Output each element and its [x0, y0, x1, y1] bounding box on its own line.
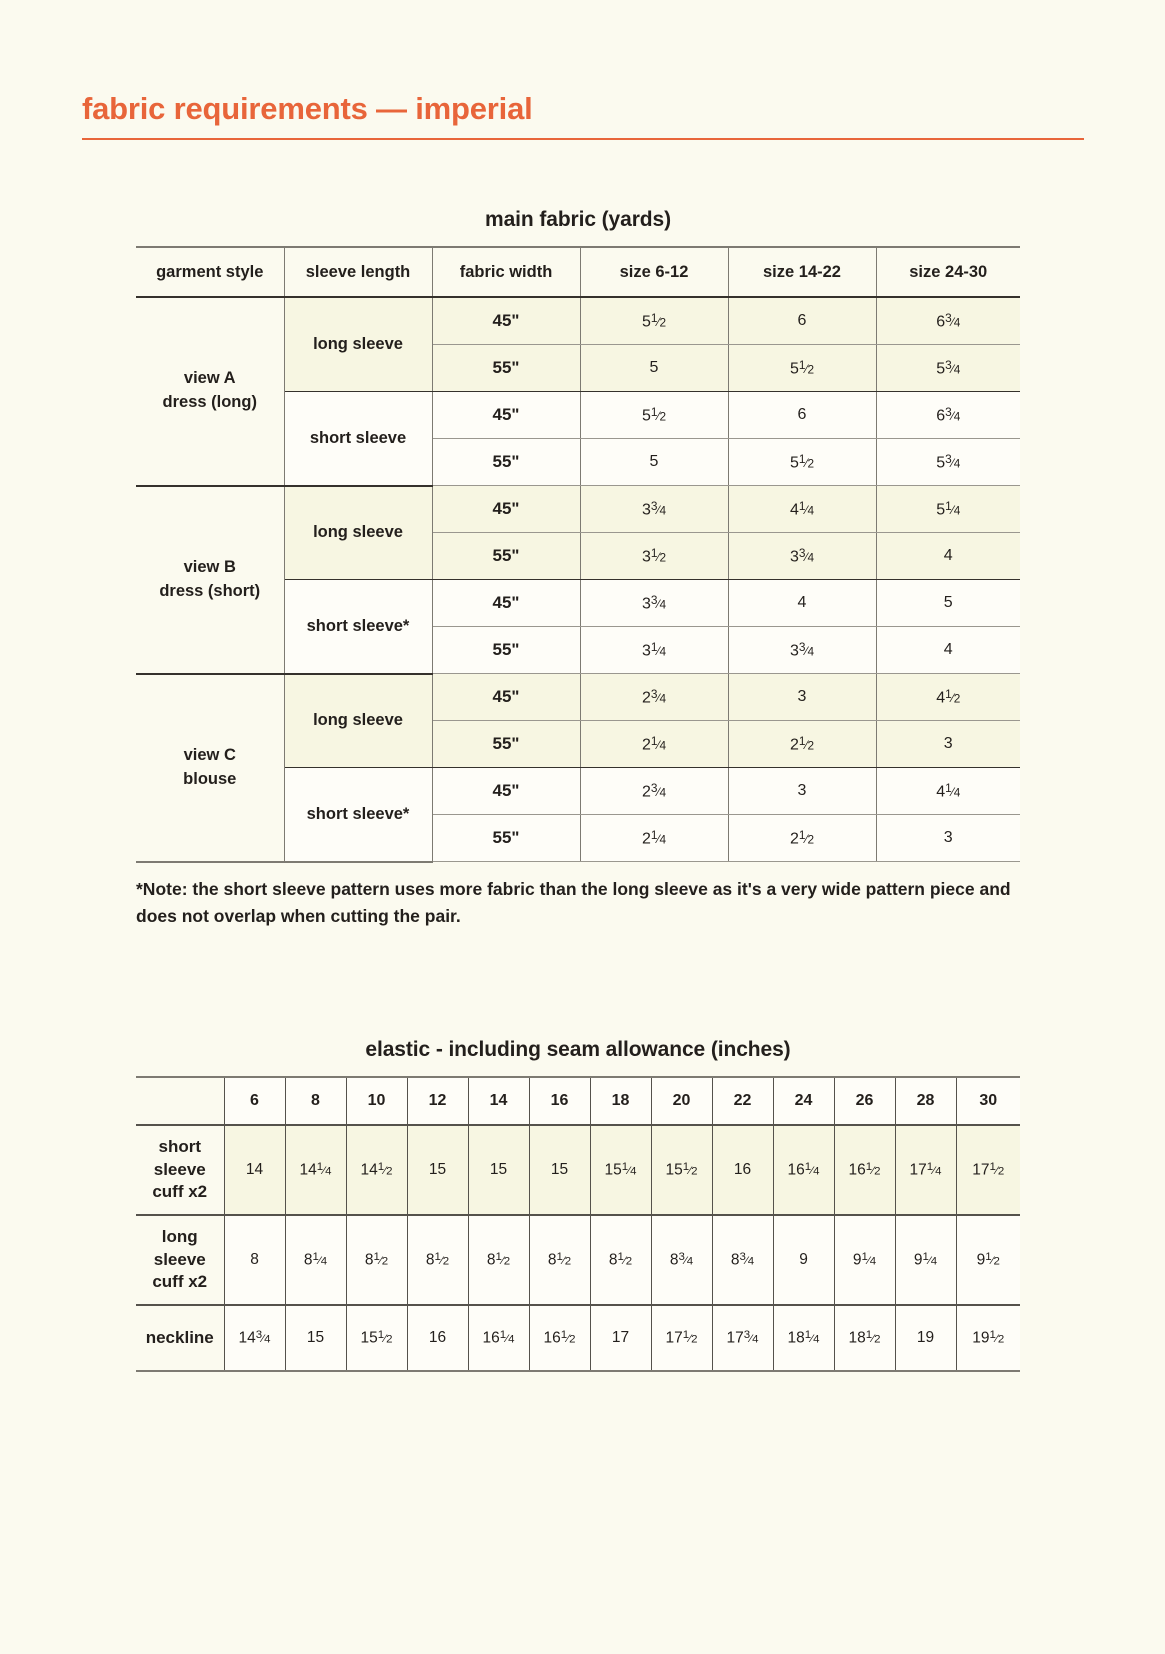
elastic-value-cell-size-8: $8^1⁄_4$ — [285, 1215, 346, 1305]
garment-style-cell — [136, 486, 284, 674]
sleeve-length-cell: long sleeve — [284, 297, 432, 392]
fabric-width-cell: 45" — [432, 580, 580, 627]
elastic-value-cell-size-16: 15 — [529, 1125, 590, 1215]
elastic-size-header-20: 20 — [651, 1077, 712, 1125]
yardage-cell-size-14-22: $3^3⁄_4$ — [728, 533, 876, 580]
main-fabric-caption: main fabric (yards) — [485, 208, 671, 231]
elastic-value-cell-size-6: 14 — [224, 1125, 285, 1215]
yardage-cell-size-14-22: 3 — [728, 674, 876, 721]
yardage-cell-size-14-22: $3^3⁄_4$ — [728, 627, 876, 674]
elastic-value-cell-size-6: $14^3⁄_4$ — [224, 1305, 285, 1371]
elastic-value-cell-size-18: 17 — [590, 1305, 651, 1371]
yardage-cell-size-14-22: $2^1⁄_2$ — [728, 815, 876, 862]
table-row — [136, 1305, 1020, 1371]
table-row — [136, 297, 1020, 345]
sleeve-length-cell: short sleeve — [284, 392, 432, 486]
yardage-cell-size-24-30: $4^1⁄_4$ — [876, 768, 1020, 815]
yardage-cell-size-14-22: $2^1⁄_2$ — [728, 721, 876, 768]
yardage-cell-size-24-30: $5^3⁄_4$ — [876, 345, 1020, 392]
elastic-size-header-16: 16 — [529, 1077, 590, 1125]
table-row — [136, 1125, 1020, 1215]
yardage-cell-size-6-12: $5^1⁄_2$ — [580, 297, 728, 345]
yardage-cell-size-14-22: 3 — [728, 768, 876, 815]
elastic-corner-cell — [136, 1077, 224, 1125]
elastic-value-cell-size-20: $8^3⁄_4$ — [651, 1215, 712, 1305]
yardage-cell-size-24-30: 4 — [876, 533, 1020, 580]
elastic-value-cell-size-14: $16^1⁄_4$ — [468, 1305, 529, 1371]
elastic-size-header-28: 28 — [895, 1077, 956, 1125]
elastic-header-row — [136, 1077, 1020, 1125]
garment-style-cell — [136, 297, 284, 486]
garment-style-line2: dress (long) — [162, 393, 257, 412]
elastic-value-cell-size-30: $17^1⁄_2$ — [956, 1125, 1020, 1215]
fabric-width-cell: 55" — [432, 721, 580, 768]
garment-style-cell — [136, 674, 284, 862]
sleeve-length-cell: long sleeve — [284, 674, 432, 768]
elastic-row-label — [136, 1305, 224, 1371]
elastic-row-label — [136, 1215, 224, 1305]
column-header-garment-style: garment style — [136, 247, 284, 297]
elastic-value-cell-size-16: $8^1⁄_2$ — [529, 1215, 590, 1305]
yardage-cell-size-24-30: $5^1⁄_4$ — [876, 486, 1020, 533]
elastic-value-cell-size-26: $18^1⁄_2$ — [834, 1305, 895, 1371]
main-fabric-section — [136, 208, 1020, 863]
table-row — [136, 486, 1020, 533]
elastic-value-cell-size-26: $9^1⁄_4$ — [834, 1215, 895, 1305]
fabric-width-cell: 55" — [432, 345, 580, 392]
yardage-cell-size-6-12: $2^3⁄_4$ — [580, 768, 728, 815]
elastic-size-header-26: 26 — [834, 1077, 895, 1125]
yardage-cell-size-14-22: 6 — [728, 392, 876, 439]
title-divider — [82, 138, 1084, 140]
yardage-cell-size-14-22: 4 — [728, 580, 876, 627]
elastic-value-cell-size-10: $14^1⁄_2$ — [346, 1125, 407, 1215]
yardage-cell-size-24-30: 3 — [876, 721, 1020, 768]
elastic-value-cell-size-12: 16 — [407, 1305, 468, 1371]
garment-style-line1: view B — [183, 557, 236, 576]
elastic-value-cell-size-10: $8^1⁄_2$ — [346, 1215, 407, 1305]
column-header-size-24-30: size 24-30 — [876, 247, 1020, 297]
sleeve-length-cell: short sleeve* — [284, 580, 432, 674]
elastic-row-label-line: cuff x2 — [152, 1272, 208, 1292]
sleeve-length-cell: short sleeve* — [284, 768, 432, 862]
yardage-cell-size-6-12: $5^1⁄_2$ — [580, 392, 728, 439]
yardage-cell-size-24-30: $5^3⁄_4$ — [876, 439, 1020, 486]
elastic-row-label-line: neckline — [145, 1327, 214, 1347]
elastic-table — [136, 1076, 1020, 1372]
yardage-cell-size-6-12: $3^1⁄_4$ — [580, 627, 728, 674]
elastic-value-cell-size-14: 15 — [468, 1125, 529, 1215]
yardage-cell-size-6-12: $2^1⁄_4$ — [580, 721, 728, 768]
elastic-value-cell-size-22: $17^3⁄_4$ — [712, 1305, 773, 1371]
elastic-value-cell-size-24: $16^1⁄_4$ — [773, 1125, 834, 1215]
yardage-cell-size-6-12: $2^1⁄_4$ — [580, 815, 728, 862]
elastic-row-label — [136, 1125, 224, 1215]
elastic-size-header-6: 6 — [224, 1077, 285, 1125]
yardage-cell-size-14-22: $5^1⁄_2$ — [728, 439, 876, 486]
garment-style-line2: dress (short) — [159, 581, 261, 600]
elastic-value-cell-size-30: $9^1⁄_2$ — [956, 1215, 1020, 1305]
elastic-value-cell-size-12: $8^1⁄_2$ — [407, 1215, 468, 1305]
yardage-cell-size-6-12: 5 — [580, 345, 728, 392]
elastic-value-cell-size-28: $17^1⁄_4$ — [895, 1125, 956, 1215]
elastic-value-cell-size-20: $17^1⁄_2$ — [651, 1305, 712, 1371]
elastic-value-cell-size-28: $9^1⁄_4$ — [895, 1215, 956, 1305]
elastic-size-header-10: 10 — [346, 1077, 407, 1125]
elastic-value-cell-size-28: 19 — [895, 1305, 956, 1371]
yardage-cell-size-6-12: 5 — [580, 439, 728, 486]
main-fabric-header-row — [136, 247, 1020, 297]
elastic-value-cell-size-14: $8^1⁄_2$ — [468, 1215, 529, 1305]
yardage-cell-size-24-30: $6^3⁄_4$ — [876, 297, 1020, 345]
page-title: fabric requirements — imperial — [82, 91, 533, 126]
yardage-cell-size-14-22: 6 — [728, 297, 876, 345]
elastic-value-cell-size-30: $19^1⁄_2$ — [956, 1305, 1020, 1371]
elastic-value-cell-size-24: 9 — [773, 1215, 834, 1305]
fabric-width-cell: 45" — [432, 768, 580, 815]
yardage-cell-size-6-12: $3^1⁄_2$ — [580, 533, 728, 580]
yardage-cell-size-24-30: $6^3⁄_4$ — [876, 392, 1020, 439]
page-header — [82, 92, 1084, 140]
elastic-value-cell-size-18: $15^1⁄_4$ — [590, 1125, 651, 1215]
elastic-caption: elastic - including seam allowance (inches) — [365, 1038, 791, 1061]
fabric-width-cell: 45" — [432, 392, 580, 439]
fabric-width-cell: 45" — [432, 674, 580, 721]
elastic-size-header-24: 24 — [773, 1077, 834, 1125]
garment-style-line2: blouse — [183, 769, 237, 788]
yardage-cell-size-14-22: $4^1⁄_4$ — [728, 486, 876, 533]
yardage-cell-size-6-12: $2^3⁄_4$ — [580, 674, 728, 721]
elastic-value-cell-size-8: 15 — [285, 1305, 346, 1371]
yardage-cell-size-24-30: 5 — [876, 580, 1020, 627]
fabric-width-cell: 55" — [432, 815, 580, 862]
elastic-size-header-8: 8 — [285, 1077, 346, 1125]
yardage-cell-size-6-12: $3^3⁄_4$ — [580, 580, 728, 627]
elastic-size-header-18: 18 — [590, 1077, 651, 1125]
elastic-size-header-14: 14 — [468, 1077, 529, 1125]
yardage-cell-size-6-12: $3^3⁄_4$ — [580, 486, 728, 533]
column-header-size-14-22: size 14-22 — [728, 247, 876, 297]
elastic-value-cell-size-12: 15 — [407, 1125, 468, 1215]
elastic-row-label-line: cuff x2 — [152, 1182, 208, 1202]
table-row — [136, 674, 1020, 721]
sleeve-length-cell: long sleeve — [284, 486, 432, 580]
elastic-value-cell-size-22: 16 — [712, 1125, 773, 1215]
garment-style-line1: view C — [183, 745, 236, 764]
elastic-value-cell-size-6: 8 — [224, 1215, 285, 1305]
yardage-cell-size-24-30: $4^1⁄_2$ — [876, 674, 1020, 721]
elastic-row-label-line: short — [158, 1136, 201, 1156]
main-fabric-table — [136, 246, 1020, 863]
fabric-width-cell: 45" — [432, 486, 580, 533]
fabric-width-cell: 55" — [432, 533, 580, 580]
column-header-fabric-width: fabric width — [432, 247, 580, 297]
column-header-size-6-12: size 6-12 — [580, 247, 728, 297]
yardage-cell-size-14-22: $5^1⁄_2$ — [728, 345, 876, 392]
table-row — [136, 1215, 1020, 1305]
yardage-cell-size-24-30: 3 — [876, 815, 1020, 862]
column-header-sleeve-length: sleeve length — [284, 247, 432, 297]
elastic-row-label-line: sleeve — [153, 1159, 206, 1179]
elastic-value-cell-size-22: $8^3⁄_4$ — [712, 1215, 773, 1305]
fabric-width-cell: 55" — [432, 439, 580, 486]
fabric-width-cell: 55" — [432, 627, 580, 674]
elastic-size-header-30: 30 — [956, 1077, 1020, 1125]
elastic-row-label-line: sleeve — [153, 1249, 206, 1269]
elastic-row-label-line: long — [161, 1226, 198, 1246]
elastic-value-cell-size-10: $15^1⁄_2$ — [346, 1305, 407, 1371]
elastic-value-cell-size-24: $18^1⁄_4$ — [773, 1305, 834, 1371]
fabric-width-cell: 45" — [432, 297, 580, 345]
elastic-value-cell-size-16: $16^1⁄_2$ — [529, 1305, 590, 1371]
elastic-size-header-22: 22 — [712, 1077, 773, 1125]
elastic-value-cell-size-8: $14^1⁄_4$ — [285, 1125, 346, 1215]
garment-style-line1: view A — [183, 369, 236, 388]
elastic-size-header-12: 12 — [407, 1077, 468, 1125]
elastic-section — [136, 1038, 1020, 1372]
fabric-note: *Note: the short sleeve pattern uses more fabric than the long sleeve as it's a very wide pattern piece and does not overlap when cutting the pair. — [136, 879, 1011, 927]
elastic-value-cell-size-18: $8^1⁄_2$ — [590, 1215, 651, 1305]
elastic-value-cell-size-20: $15^1⁄_2$ — [651, 1125, 712, 1215]
yardage-cell-size-24-30: 4 — [876, 627, 1020, 674]
elastic-value-cell-size-26: $16^1⁄_2$ — [834, 1125, 895, 1215]
